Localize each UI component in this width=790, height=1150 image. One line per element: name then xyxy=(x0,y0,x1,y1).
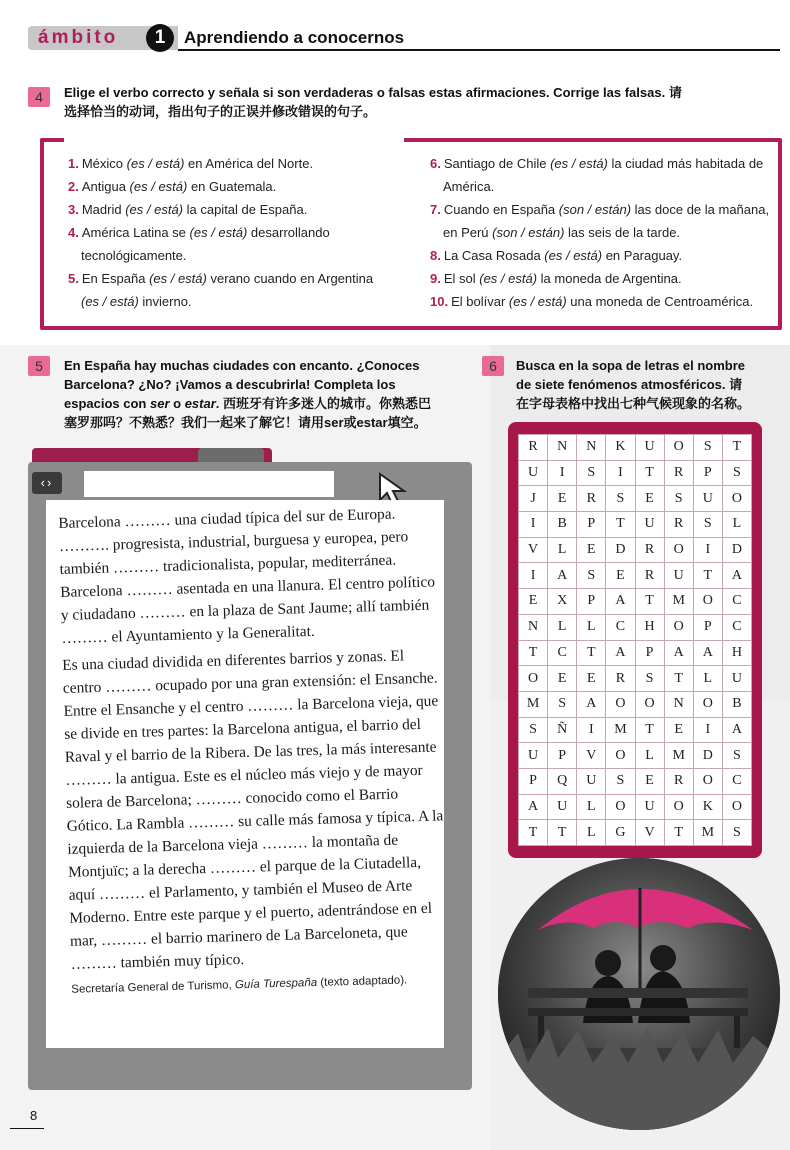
grid-cell[interactable]: A xyxy=(577,691,606,717)
grid-cell[interactable]: C xyxy=(722,768,751,794)
grid-cell[interactable]: X xyxy=(548,589,577,615)
grid-cell[interactable]: E xyxy=(577,537,606,563)
grid-row xyxy=(519,512,752,538)
list-item: 8. La Casa Rosada (es / está) en Paraguay. xyxy=(430,248,683,263)
grid-cell[interactable]: O xyxy=(664,794,693,820)
grid-cell[interactable]: R xyxy=(577,486,606,512)
grid-cell[interactable]: D xyxy=(693,743,722,769)
grid-cell[interactable]: K xyxy=(693,794,722,820)
grid-row xyxy=(519,435,752,461)
grid-cell[interactable]: U xyxy=(577,768,606,794)
grid-cell[interactable]: M xyxy=(664,743,693,769)
grid-cell[interactable]: E xyxy=(664,717,693,743)
section-number: 1 xyxy=(146,24,174,52)
grid-cell[interactable]: D xyxy=(722,537,751,563)
grid-cell[interactable]: L xyxy=(693,666,722,692)
grid-cell[interactable]: R xyxy=(519,435,548,461)
grid-cell[interactable]: T xyxy=(548,820,577,846)
list-item: 6. Santiago de Chile (es / está) la ciudad más habitada de América. xyxy=(430,156,764,194)
list-item: 7. Cuando en España (son / están) las doce de la mañana, en Perú (son / están) las seis de la tarde. xyxy=(430,202,770,240)
list-item: 2. Antigua (es / está) en Guatemala. xyxy=(68,179,277,194)
grid-cell[interactable]: A xyxy=(548,563,577,589)
grid-cell[interactable]: V xyxy=(519,537,548,563)
grid-cell[interactable]: R xyxy=(635,537,664,563)
grid-cell[interactable]: A xyxy=(722,717,751,743)
grid-cell[interactable]: J xyxy=(519,486,548,512)
grid-cell[interactable]: O xyxy=(606,691,635,717)
grid-cell[interactable]: S xyxy=(577,563,606,589)
grid-cell[interactable]: P xyxy=(693,460,722,486)
grid-cell[interactable]: L xyxy=(577,820,606,846)
list-item: 5. En España (es / está) verano cuando en Argentina (es / está) invierno. xyxy=(68,271,374,309)
grid-cell[interactable]: O xyxy=(664,435,693,461)
grid-cell[interactable]: N xyxy=(548,435,577,461)
grid-cell[interactable]: R xyxy=(664,460,693,486)
grid-row xyxy=(519,537,752,563)
grid-cell[interactable]: Q xyxy=(548,768,577,794)
grid-cell[interactable]: U xyxy=(635,794,664,820)
grid-cell[interactable]: V xyxy=(635,820,664,846)
grid-cell[interactable]: M xyxy=(606,717,635,743)
grid-cell[interactable]: T xyxy=(577,640,606,666)
grid-cell[interactable]: M xyxy=(693,820,722,846)
grid-cell[interactable]: N xyxy=(664,691,693,717)
grid-row xyxy=(519,486,752,512)
grid-cell[interactable]: E xyxy=(577,666,606,692)
grid-cell[interactable]: S xyxy=(693,512,722,538)
grid-cell[interactable]: A xyxy=(722,563,751,589)
grid-cell[interactable]: O xyxy=(606,794,635,820)
grid-cell[interactable]: C xyxy=(548,640,577,666)
grid-row xyxy=(519,589,752,615)
grid-row xyxy=(519,717,752,743)
grid-cell[interactable]: P xyxy=(519,768,548,794)
grid-cell[interactable]: P xyxy=(548,743,577,769)
grid-cell[interactable]: O xyxy=(664,614,693,640)
grid-cell[interactable]: S xyxy=(548,691,577,717)
grid-cell[interactable]: U xyxy=(664,563,693,589)
grid-cell[interactable]: S xyxy=(519,717,548,743)
grid-cell[interactable]: H xyxy=(635,614,664,640)
grid-row xyxy=(519,666,752,692)
grid-row xyxy=(519,614,752,640)
grid-cell[interactable]: S xyxy=(722,743,751,769)
grid-cell[interactable]: M xyxy=(664,589,693,615)
grid-cell[interactable]: E xyxy=(548,486,577,512)
grid-cell[interactable]: U xyxy=(548,794,577,820)
exercise-5-badge: 5 xyxy=(28,356,50,376)
grid-cell[interactable]: A xyxy=(693,640,722,666)
exercise-6-instruction: Busca en la sopa de letras el nombre de siete fenómenos atmosféricos. 请 在字母表格中找出七种气候现象的名称。 xyxy=(516,358,751,411)
grid-cell[interactable]: A xyxy=(606,589,635,615)
list-item: 10. El bolívar (es / está) una moneda de Centroamérica. xyxy=(430,294,754,309)
grid-cell[interactable]: V xyxy=(577,743,606,769)
grid-cell[interactable]: U xyxy=(635,512,664,538)
grid-cell[interactable]: T xyxy=(635,460,664,486)
grid-cell[interactable]: R xyxy=(606,666,635,692)
list-item: 3. Madrid (es / está) la capital de España. xyxy=(68,202,308,217)
grid-cell[interactable]: I xyxy=(548,460,577,486)
grid-cell[interactable]: G xyxy=(606,820,635,846)
page-title: Aprendiendo a conocernos xyxy=(184,28,405,47)
grid-cell[interactable]: L xyxy=(548,537,577,563)
header-rule xyxy=(178,49,780,51)
grid-cell[interactable]: O xyxy=(606,743,635,769)
grid-row xyxy=(519,460,752,486)
reading-text xyxy=(58,501,451,997)
grid-row xyxy=(519,640,752,666)
grid-cell[interactable]: C xyxy=(606,614,635,640)
grid-cell[interactable]: L xyxy=(722,512,751,538)
list-item: 1. México (es / está) en América del Norte. xyxy=(68,156,314,171)
page-number: 8 xyxy=(30,1108,38,1123)
grid-cell[interactable]: S xyxy=(722,460,751,486)
exercise-6-badge: 6 xyxy=(482,356,504,376)
grid-cell[interactable]: T xyxy=(635,717,664,743)
grid-cell[interactable]: P xyxy=(577,589,606,615)
grid-cell[interactable]: B xyxy=(548,512,577,538)
grid-cell[interactable]: A xyxy=(519,794,548,820)
grid-cell[interactable]: U xyxy=(722,666,751,692)
grid-cell[interactable]: P xyxy=(577,512,606,538)
grid-cell[interactable]: C xyxy=(722,589,751,615)
grid-row xyxy=(519,743,752,769)
grid-cell[interactable]: R xyxy=(664,512,693,538)
grid-cell[interactable]: O xyxy=(635,691,664,717)
grid-cell[interactable]: O xyxy=(664,537,693,563)
grid-row xyxy=(519,563,752,589)
grid-cell[interactable]: I xyxy=(693,537,722,563)
exercise-4-right-column xyxy=(430,152,775,313)
paragraph-1: Barcelona ……… una ciudad típica del sur de Europa. ………. progresista, industrial, burguesa y europea, pero también ……… tradicionalista, popular, mediterránea. Barcelona ……… asentada en una llanura. El centro político y ciudadano ……… en la plaza de Sant Jaume; allí también ……… el Ayuntamiento y la Generalitat. xyxy=(58,505,436,647)
grid-cell[interactable]: M xyxy=(519,691,548,717)
grid-cell[interactable]: I xyxy=(519,512,548,538)
grid-cell[interactable]: N xyxy=(519,614,548,640)
exercise-4-badge: 4 xyxy=(28,87,50,107)
grid-cell[interactable]: S xyxy=(722,820,751,846)
grid-cell[interactable]: U xyxy=(693,486,722,512)
grid-cell[interactable]: S xyxy=(577,460,606,486)
umbrella-couple-photo xyxy=(498,858,780,1130)
grid-cell[interactable]: A xyxy=(606,640,635,666)
grid-cell[interactable]: I xyxy=(606,460,635,486)
grid-cell[interactable]: O xyxy=(693,589,722,615)
grid-cell[interactable]: S xyxy=(664,486,693,512)
address-bar[interactable] xyxy=(84,471,334,497)
grid-cell[interactable]: E xyxy=(606,563,635,589)
grid-cell[interactable]: T xyxy=(693,563,722,589)
grid-cell[interactable]: I xyxy=(519,563,548,589)
grid-cell[interactable]: T xyxy=(606,512,635,538)
nav-arrows-icon[interactable]: ‹› xyxy=(32,472,62,494)
grid-cell[interactable]: I xyxy=(693,717,722,743)
grid-cell[interactable]: O xyxy=(519,666,548,692)
grid-cell[interactable]: E xyxy=(635,486,664,512)
grid-row xyxy=(519,691,752,717)
grid-cell[interactable]: U xyxy=(519,460,548,486)
grid-cell[interactable]: T xyxy=(664,666,693,692)
grid-cell[interactable]: H xyxy=(722,640,751,666)
grid-cell[interactable]: L xyxy=(635,743,664,769)
grid-cell[interactable]: S xyxy=(635,666,664,692)
grid-cell[interactable]: T xyxy=(519,820,548,846)
list-item: 9. El sol (es / está) la moneda de Argentina. xyxy=(430,271,682,286)
exercise-4-instruction: Elige el verbo correcto y señala si son verdaderas o falsas estas afirmaciones. Corrige las falsas. 请 选择恰当的动词，指出句子的正误并修改错误的句子。 xyxy=(64,85,682,119)
list-item: 4. América Latina se (es / está) desarrollando tecnológicamente. xyxy=(68,225,330,263)
grid-cell[interactable]: O xyxy=(693,691,722,717)
grid-cell[interactable]: S xyxy=(606,768,635,794)
grid-cell[interactable]: L xyxy=(577,794,606,820)
grid-cell[interactable]: S xyxy=(693,435,722,461)
grid-cell[interactable]: L xyxy=(548,614,577,640)
exercise-5-instruction: En España hay muchas ciudades con encanto. ¿Conoces Barcelona? ¿No? ¡Vamos a descubrirla! Completa los espacios con ser o estar. 西班牙有许多迷人的城市。你熟悉巴 塞罗那吗？不熟悉？我们一起来了解它！请用ser或estar填空。 xyxy=(64,358,431,430)
grid-cell[interactable]: Ñ xyxy=(548,717,577,743)
word-search-grid xyxy=(518,434,752,846)
grid-cell[interactable]: K xyxy=(606,435,635,461)
grid-cell[interactable]: U xyxy=(519,743,548,769)
grid-cell[interactable]: O xyxy=(693,768,722,794)
grid-cell[interactable]: D xyxy=(606,537,635,563)
grid-cell[interactable]: A xyxy=(664,640,693,666)
grid-row xyxy=(519,794,752,820)
grid-row xyxy=(519,820,752,846)
page-number-rule xyxy=(10,1128,44,1129)
paragraph-2: Es una ciudad dividida en diferentes barrios y zonas. El centro ……… ocupado por una gran extensión: el Ensanche. Entre el Ensanche y el centro ……… la Barcelona vieja, que se divide en tres partes: la Barcelona antigua, el barrio del Raval y el barrio de la Ribera. De las tres, la más interesante ……… la antigua. Este es el núcleo más viejo y de mayor solera de Barcelona; ……… conocido como el Barrio Gótico. La Rambla ……… su calle más famosa y típica. A la izquierda de la Barcelona vieja ……… la montaña de Montjuïc; a la derecha ……… el parque de la Ciutadella, aquí ……… el Parlamento, y también el Museo de Arte Moderno. Entre este parque y el puerto, adentrándose en el mar, ……… el barrio marinero de La Barceloneta, que ……… también muy típico. xyxy=(62,647,444,973)
grid-cell[interactable]: R xyxy=(664,768,693,794)
exercise-4-left-column xyxy=(68,152,398,313)
grid-cell[interactable]: B xyxy=(722,691,751,717)
grid-cell[interactable]: R xyxy=(635,563,664,589)
grid-cell[interactable]: T xyxy=(635,589,664,615)
grid-cell[interactable]: L xyxy=(577,614,606,640)
grid-cell[interactable]: O xyxy=(722,794,751,820)
grid-cell[interactable]: T xyxy=(664,820,693,846)
grid-cell[interactable]: P xyxy=(635,640,664,666)
grid-cell[interactable]: P xyxy=(693,614,722,640)
grid-cell[interactable]: T xyxy=(519,640,548,666)
grid-cell[interactable]: T xyxy=(722,435,751,461)
grid-cell[interactable]: E xyxy=(635,768,664,794)
grid-cell[interactable]: N xyxy=(577,435,606,461)
grid-cell[interactable]: U xyxy=(635,435,664,461)
grid-cell[interactable]: E xyxy=(519,589,548,615)
section-label: ámbito xyxy=(38,27,119,48)
grid-cell[interactable]: I xyxy=(577,717,606,743)
grid-cell[interactable]: S xyxy=(606,486,635,512)
grid-cell[interactable]: E xyxy=(548,666,577,692)
unit-header xyxy=(28,24,780,50)
grid-cell[interactable]: O xyxy=(722,486,751,512)
grid-cell[interactable]: C xyxy=(722,614,751,640)
grid-row xyxy=(519,768,752,794)
source-citation: Secretaría General de Turismo, Guía Turespaña (texto adaptado). xyxy=(71,974,408,996)
